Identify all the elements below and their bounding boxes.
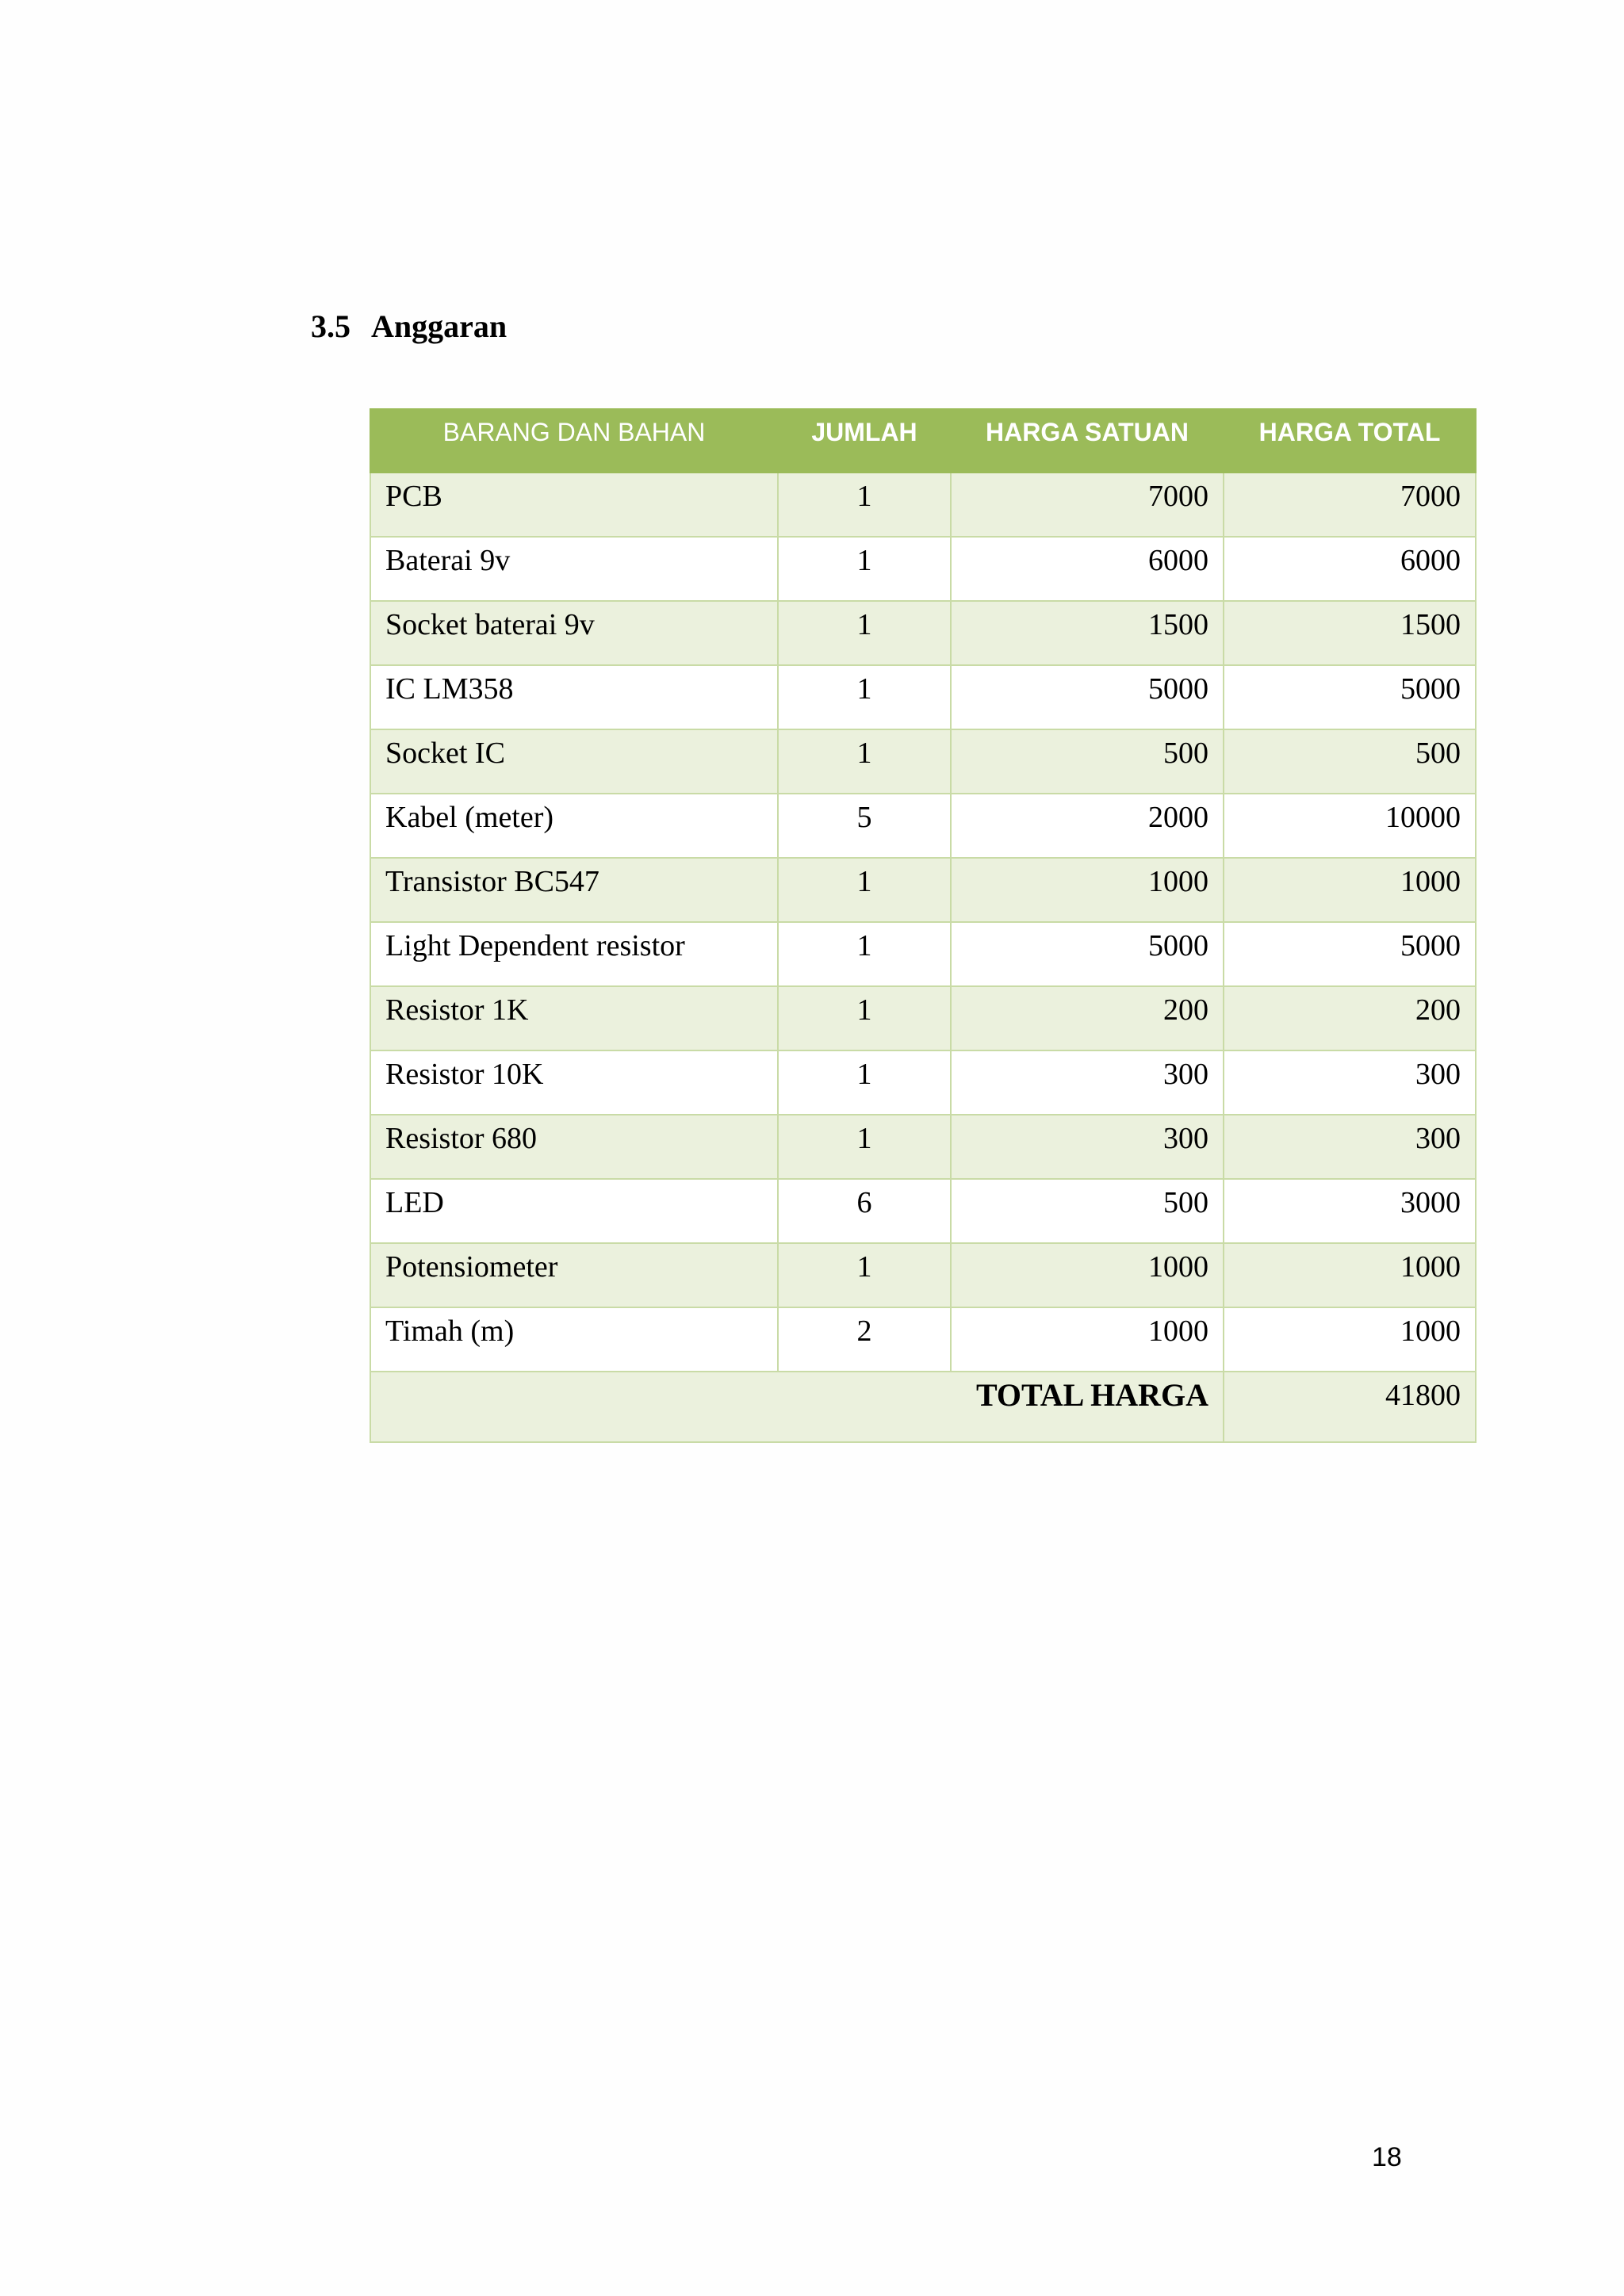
unit-price-cell: 500 <box>951 729 1224 794</box>
table-row <box>370 473 1476 537</box>
quantity-cell: 1 <box>778 1115 951 1179</box>
total-price-cell: 200 <box>1224 986 1476 1050</box>
total-price-cell: 300 <box>1224 1115 1476 1179</box>
unit-price-cell: 1500 <box>951 601 1224 665</box>
table-header-row <box>370 409 1476 473</box>
table-body <box>370 473 1476 1442</box>
total-price-cell: 1500 <box>1224 601 1476 665</box>
unit-price-cell: 2000 <box>951 794 1224 858</box>
section-heading <box>311 308 507 345</box>
total-price-cell: 7000 <box>1224 473 1476 537</box>
total-price-cell: 300 <box>1224 1050 1476 1115</box>
total-price-cell: 10000 <box>1224 794 1476 858</box>
total-price-cell: 1000 <box>1224 1243 1476 1307</box>
table-row <box>370 1307 1476 1372</box>
table-row <box>370 986 1476 1050</box>
item-name-cell: LED <box>370 1179 778 1243</box>
unit-price-cell: 300 <box>951 1050 1224 1115</box>
unit-price-cell: 1000 <box>951 1243 1224 1307</box>
unit-price-cell: 1000 <box>951 858 1224 922</box>
item-name-cell: Resistor 680 <box>370 1115 778 1179</box>
table-row <box>370 1050 1476 1115</box>
table-row <box>370 1243 1476 1307</box>
total-price-cell: 6000 <box>1224 537 1476 601</box>
table-row <box>370 794 1476 858</box>
total-price-cell: 3000 <box>1224 1179 1476 1243</box>
table-row <box>370 665 1476 729</box>
table-row <box>370 1179 1476 1243</box>
total-row <box>370 1372 1476 1442</box>
quantity-cell: 6 <box>778 1179 951 1243</box>
table-row <box>370 601 1476 665</box>
unit-price-cell: 1000 <box>951 1307 1224 1372</box>
table-row <box>370 1115 1476 1179</box>
quantity-cell: 1 <box>778 922 951 986</box>
item-name-cell: IC LM358 <box>370 665 778 729</box>
section-title: Anggaran <box>371 308 508 344</box>
item-name-cell: Light Dependent resistor <box>370 922 778 986</box>
total-price-cell: 1000 <box>1224 1307 1476 1372</box>
item-name-cell: Resistor 10K <box>370 1050 778 1115</box>
item-name-cell: Resistor 1K <box>370 986 778 1050</box>
total-value: 41800 <box>1224 1372 1476 1442</box>
quantity-cell: 1 <box>778 601 951 665</box>
quantity-cell: 2 <box>778 1307 951 1372</box>
quantity-cell: 1 <box>778 858 951 922</box>
unit-price-cell: 500 <box>951 1179 1224 1243</box>
item-name-cell: Socket baterai 9v <box>370 601 778 665</box>
quantity-cell: 1 <box>778 986 951 1050</box>
unit-price-cell: 6000 <box>951 537 1224 601</box>
quantity-cell: 1 <box>778 665 951 729</box>
column-header-unit-price: HARGA SATUAN <box>951 409 1224 473</box>
quantity-cell: 1 <box>778 537 951 601</box>
table-row <box>370 537 1476 601</box>
quantity-cell: 1 <box>778 1050 951 1115</box>
item-name-cell: PCB <box>370 473 778 537</box>
unit-price-cell: 5000 <box>951 922 1224 986</box>
item-name-cell: Baterai 9v <box>370 537 778 601</box>
quantity-cell: 1 <box>778 729 951 794</box>
quantity-cell: 1 <box>778 1243 951 1307</box>
section-number: 3.5 <box>311 308 350 344</box>
column-header-quantity: JUMLAH <box>778 409 951 473</box>
item-name-cell: Potensiometer <box>370 1243 778 1307</box>
item-name-cell: Socket IC <box>370 729 778 794</box>
column-header-total-price: HARGA TOTAL <box>1224 409 1476 473</box>
page-number: 18 <box>1372 2142 1402 2172</box>
table-row <box>370 729 1476 794</box>
total-price-cell: 500 <box>1224 729 1476 794</box>
table-row <box>370 922 1476 986</box>
total-price-cell: 1000 <box>1224 858 1476 922</box>
item-name-cell: Timah (m) <box>370 1307 778 1372</box>
unit-price-cell: 200 <box>951 986 1224 1050</box>
total-label: TOTAL HARGA <box>370 1372 1224 1442</box>
total-price-cell: 5000 <box>1224 922 1476 986</box>
total-price-cell: 5000 <box>1224 665 1476 729</box>
item-name-cell: Transistor BC547 <box>370 858 778 922</box>
quantity-cell: 1 <box>778 473 951 537</box>
unit-price-cell: 7000 <box>951 473 1224 537</box>
quantity-cell: 5 <box>778 794 951 858</box>
unit-price-cell: 5000 <box>951 665 1224 729</box>
unit-price-cell: 300 <box>951 1115 1224 1179</box>
budget-table <box>370 408 1477 1443</box>
table-row <box>370 858 1476 922</box>
item-name-cell: Kabel (meter) <box>370 794 778 858</box>
column-header-item: BARANG DAN BAHAN <box>370 409 778 473</box>
